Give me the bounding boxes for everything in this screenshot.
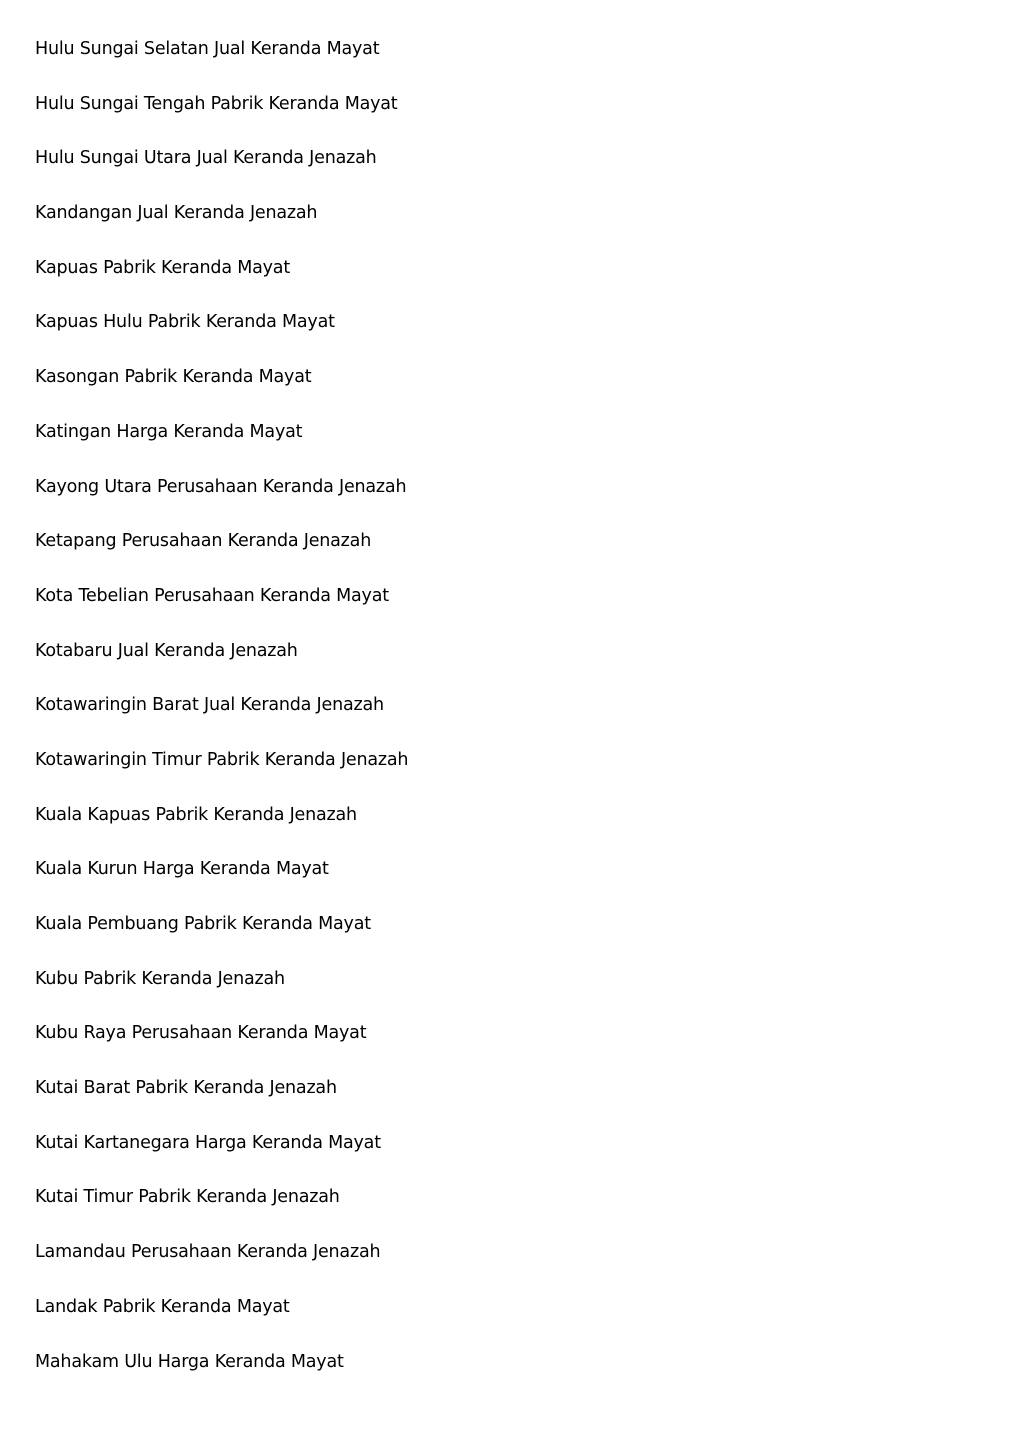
text-line: Hulu Sungai Utara Jual Keranda Jenazah — [35, 148, 377, 169]
text-line: Kotawaringin Timur Pabrik Keranda Jenazah — [35, 749, 409, 770]
text-line: Kasongan Pabrik Keranda Mayat — [35, 367, 312, 388]
text-line: Kapuas Hulu Pabrik Keranda Mayat — [35, 312, 335, 333]
text-line: Kuala Kurun Harga Keranda Mayat — [35, 859, 329, 880]
text-line: Kubu Raya Perusahaan Keranda Mayat — [35, 1023, 367, 1044]
text-line: Kapuas Pabrik Keranda Mayat — [35, 257, 290, 278]
text-line: Kotabaru Jual Keranda Jenazah — [35, 640, 298, 661]
text-line: Hulu Sungai Selatan Jual Keranda Mayat — [35, 39, 380, 59]
text-line: Kutai Kartanegara Harga Keranda Mayat — [35, 1132, 381, 1153]
text-line: Kuala Pembuang Pabrik Keranda Mayat — [35, 914, 371, 934]
text-line: Ketapang Perusahaan Keranda Jenazah — [35, 531, 372, 552]
text-line: Lamandau Perusahaan Keranda Jenazah — [35, 1242, 381, 1263]
text-line: Kotawaringin Barat Jual Keranda Jenazah — [35, 695, 384, 716]
text-line: Kayong Utara Perusahaan Keranda Jenazah — [35, 476, 407, 497]
text-line: Kutai Barat Pabrik Keranda Jenazah — [35, 1078, 337, 1099]
text-line: Kota Tebelian Perusahaan Keranda Mayat — [35, 585, 389, 606]
text-line: Kandangan Jual Keranda Jenazah — [35, 203, 318, 224]
text-line: Kutai Timur Pabrik Keranda Jenazah — [35, 1187, 340, 1208]
text-line: Hulu Sungai Tengah Pabrik Keranda Mayat — [35, 93, 398, 114]
text-line: Katingan Harga Keranda Mayat — [35, 421, 303, 442]
text-line: Kuala Kapuas Pabrik Keranda Jenazah — [35, 804, 357, 825]
text-line: Kubu Pabrik Keranda Jenazah — [35, 968, 285, 989]
text-line: Mahakam Ulu Harga Keranda Mayat — [35, 1351, 344, 1372]
text-line: Landak Pabrik Keranda Mayat — [35, 1296, 290, 1317]
text-line-list — [35, 36, 408, 1403]
